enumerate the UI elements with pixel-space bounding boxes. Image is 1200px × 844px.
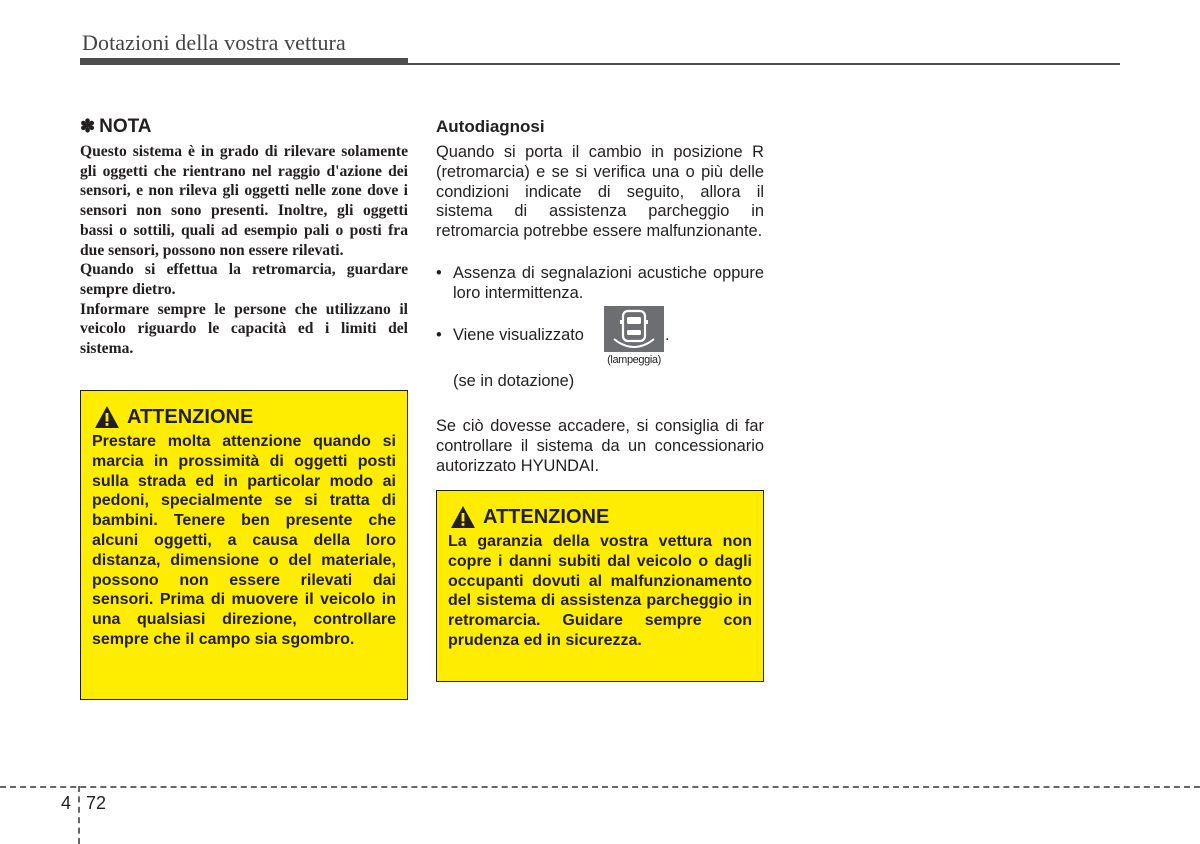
- parking-sensor-warning-icon: [604, 306, 664, 352]
- header-rule-thick: [80, 58, 408, 65]
- autodiagnosi-heading: Autodiagnosi: [436, 117, 545, 136]
- chapter-number: 4: [61, 793, 72, 813]
- warning-title-right: [448, 503, 752, 531]
- car-rear-sensor-icon: [604, 306, 664, 352]
- nota-body: [80, 142, 408, 359]
- warning-triangle-icon: [94, 405, 120, 429]
- nota-paragraph: Quando si effettua la retromarcia, guardare sempre dietro.: [80, 261, 408, 298]
- nota-star-icon: ✽: [80, 116, 96, 136]
- warning-title-text: ATTENZIONE: [483, 505, 610, 528]
- warning-triangle-icon: [450, 505, 476, 529]
- advice-paragraph: Se ciò dovesse accadere, si consiglia di far controllare il sistema da un concessionario autorizzato HYUNDAI.: [436, 417, 764, 475]
- warning-title-left: [92, 403, 396, 431]
- bullet-text: Assenza di segnalazioni acustiche oppure loro intermittenza.: [453, 264, 764, 302]
- page-header-title: Dotazioni della vostra vettura: [82, 30, 346, 55]
- warning-text-left: Prestare molta attenzione quando si marcia in prossimità di oggetti posti sulla strada ed in particolar modo ai pedoni, specialmente se si tratta di bambini. Tenere ben presente che alcuni oggetti, a causa della loro distanza, dimensione o del materiale, possono non essere rilevati dai sensori. Prima di muovere il veicolo in una qualsiasi direzione, controllare sempre che il campo sia sgombro.: [92, 433, 396, 648]
- warning-title-text: ATTENZIONE: [127, 405, 254, 428]
- bullet-dot: •: [436, 326, 442, 344]
- icon-caption: (lampeggia): [607, 354, 661, 366]
- nota-paragraph: Informare sempre le persone che utilizzano il veicolo riguardo le capacità ed i limiti del sistema.: [80, 300, 408, 358]
- page-number: 72: [86, 793, 107, 813]
- header-rule-thin: [408, 63, 1120, 65]
- nota-title: NOTA: [99, 116, 152, 137]
- autodiagnosi-intro: Quando si porta il cambio in posizione R (retromarcia) e se si verifica una o più delle condizioni indicate di seguito, allora il sistema di assistenza parcheggio in retromarcia potrebbe essere malfunzionante.: [436, 143, 764, 241]
- nota-paragraph: Questo sistema è in grado di rilevare solamente gli oggetti che rientrano nel raggio d'azione dei sensori, e non rileva gli oggetti nelle zone dove i sensori non sono presenti. Inoltre, gli oggetti bassi o sottili, quali ad esempio pali o posti fra due sensori, possono non essere rilevati.: [80, 143, 408, 259]
- bullet-item: [436, 264, 764, 304]
- bullet-text: Viene visualizzato: [453, 326, 584, 344]
- optional-note: (se in dotazione): [453, 372, 575, 390]
- nota-heading: [80, 116, 152, 138]
- warning-box-left: [80, 390, 408, 700]
- warning-box-right: [436, 490, 764, 682]
- bullet-dot: •: [436, 264, 442, 282]
- footer-dashed-rule: [0, 786, 1200, 788]
- warning-text-right: La garanzia della vostra vettura non copre i danni subiti dal veicolo o dagli occupanti dovuti al malfunzionamento del sistema di assistenza parcheggio in retromarcia. Guidare sempre con prudenza ed in sicurezza.: [448, 533, 752, 649]
- bullet-item: [436, 326, 764, 346]
- bullet-end-period: .: [665, 326, 670, 344]
- footer-dashed-divider: [78, 786, 80, 844]
